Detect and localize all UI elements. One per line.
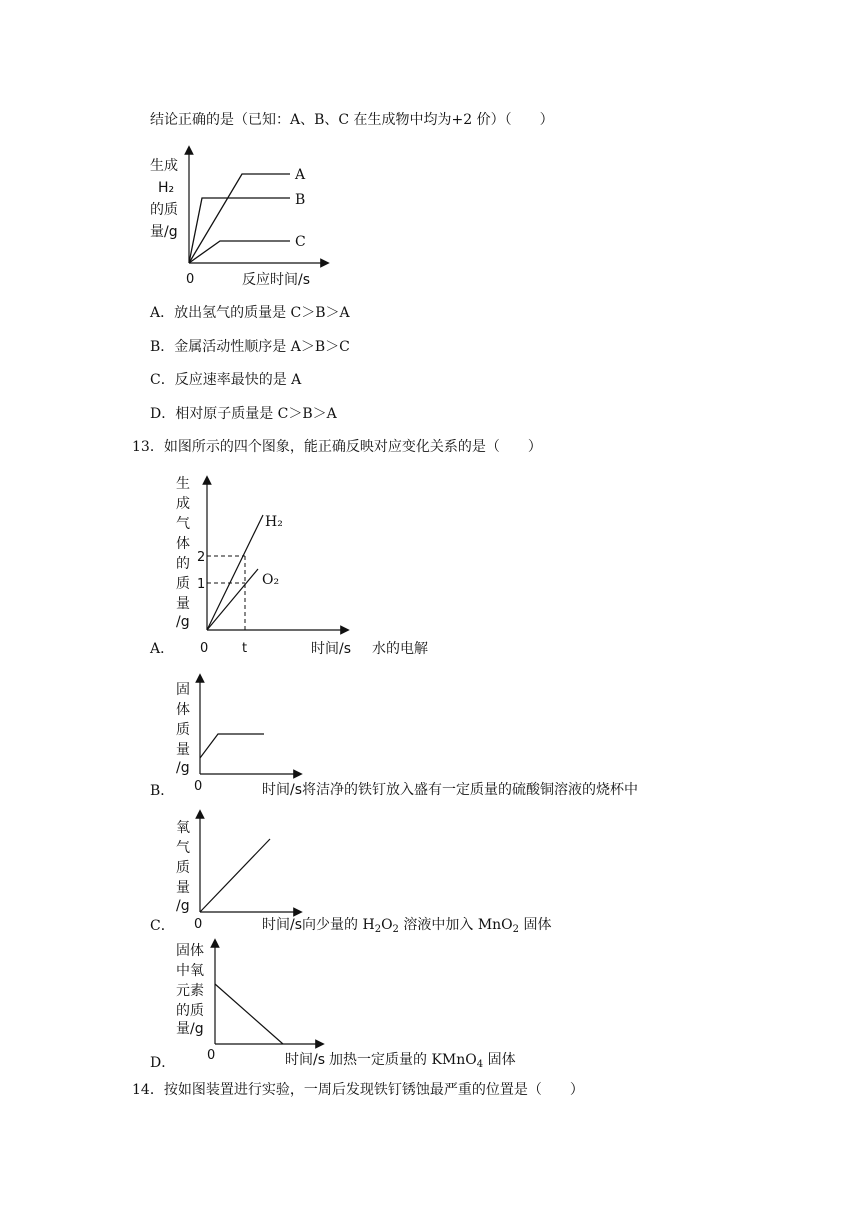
q13-c-xlabel: 时间/s: [262, 917, 303, 933]
q13-a-ytick-2: 2: [197, 550, 206, 565]
q13-a-ylabel-8: /g: [176, 614, 190, 630]
q12-stem: 结论正确的是（已知：A、B、C 在生成物中均为+2 价）（ ）: [150, 112, 554, 128]
q13-b-xlabel: 时间/s: [262, 782, 303, 798]
q12-ylabel-1: 生成: [150, 158, 178, 174]
q13-b-xlabel-caption: [262, 780, 638, 800]
q13-b-ylabel-1: 固: [176, 682, 190, 698]
q13-a-ylabel-2: 成: [176, 496, 190, 512]
q12-series-c-label: C: [295, 234, 306, 250]
q13-a-xlabel: 时间/s: [311, 641, 352, 657]
q13-d-letter: D．: [150, 1055, 176, 1071]
q13-d-origin: 0: [207, 1048, 216, 1063]
q12-series-a-label: A: [295, 167, 306, 183]
q13-d-caption: 加热一定质量的 KMnO$_4$ 固体: [329, 1052, 516, 1070]
q13-c-ylabel-4: 量: [176, 880, 190, 896]
q13-c-series-line: [200, 839, 270, 912]
q13-d-xlabel: 时间/s: [285, 1052, 326, 1068]
q13-c-origin: 0: [194, 917, 203, 932]
q14-stem: 14．按如图装置进行实验，一周后发现铁钉锈蚀最严重的位置是（ ）: [132, 1082, 584, 1098]
q13-b-caption: 将洁净的铁钉放入盛有一定质量的硫酸铜溶液的烧杯中: [302, 782, 639, 798]
q13-a-ylabel-6: 质: [176, 576, 190, 592]
q12-series-c-line: [189, 241, 290, 263]
q13-a-chart: [170, 470, 410, 660]
q13-a-caption: 水的电解: [372, 641, 428, 657]
q13-d-series-line: [215, 984, 283, 1044]
q13-d-ylabel-2: 中氧: [176, 963, 204, 979]
q13-a-o2-label: O₂: [262, 572, 280, 588]
q12-option-b: B．金属活动性顺序是 A＞B＞C: [150, 339, 350, 355]
q13-a-ylabel-4: 体: [176, 536, 190, 552]
q12-series-a-line: [189, 174, 290, 263]
q12-option-a: A．放出氢气的质量是 C＞B＞A: [150, 305, 350, 321]
q12-series-b-line: [189, 198, 290, 263]
q13-b-ylabel-3: 质: [176, 722, 190, 738]
q13-b-ylabel-4: 量: [176, 742, 190, 758]
q12-ylabel-3: 的质: [150, 202, 178, 218]
q13-c-ylabel-2: 气: [176, 840, 190, 856]
q13-a-ytick-1: 1: [197, 577, 206, 592]
q13-a-letter: A．: [150, 641, 175, 657]
q12-option-d: D．相对原子质量是 C＞B＞A: [150, 406, 337, 422]
q13-d-ylabel-1: 固体: [176, 943, 204, 959]
q13-a-ylabel-3: 气: [176, 516, 190, 532]
q13-a-origin: 0: [200, 641, 209, 656]
q12-xlabel: 反应时间/s: [242, 272, 311, 288]
q12-chart: [140, 140, 340, 290]
q13-b-origin: 0: [194, 779, 203, 794]
q13-c-caption: 向少量的 $H_2O_2$ 溶液中加入 MnO$_2$ 固体: [302, 917, 552, 935]
q12-series-b-label: B: [295, 192, 306, 208]
q13-a-ylabel-5: 的: [176, 556, 190, 572]
q13-d-xlabel-caption: [285, 1050, 516, 1070]
q13-d-ylabel-3: 元素: [176, 983, 204, 999]
q13-stem: 13．如图所示的四个图象，能正确反映对应变化关系的是（ ）: [132, 439, 542, 455]
q13-a-ylabel-1: 生: [176, 476, 190, 492]
q13-b-letter: B．: [150, 783, 175, 799]
q13-a-ylabel-7: 量: [176, 596, 190, 612]
q13-b-series-line: [200, 734, 264, 758]
q13-c-ylabel-1: 氧: [176, 820, 190, 836]
q13-c-ylabel-5: /g: [176, 898, 190, 914]
q12-ylabel-4: 量/g: [150, 224, 178, 240]
q13-c-ylabel-3: 质: [176, 860, 190, 876]
q13-d-chart: [170, 937, 350, 1067]
q13-d-ylabel-5: 量/g: [176, 1021, 204, 1037]
q12-origin: 0: [186, 272, 195, 287]
q13-a-h2-label: H₂: [265, 514, 283, 530]
q12-option-c: C．反应速率最快的是 A: [150, 372, 302, 388]
q13-c-letter: C．: [150, 918, 175, 934]
q13-b-ylabel-2: 体: [176, 702, 190, 718]
q13-d-ylabel-4: 的质: [176, 1003, 204, 1019]
q13-a-xtick-t: t: [242, 641, 248, 656]
q12-ylabel-2: H₂: [158, 180, 175, 196]
q13-b-ylabel-5: /g: [176, 760, 190, 776]
q13-c-xlabel-caption: [262, 915, 551, 935]
